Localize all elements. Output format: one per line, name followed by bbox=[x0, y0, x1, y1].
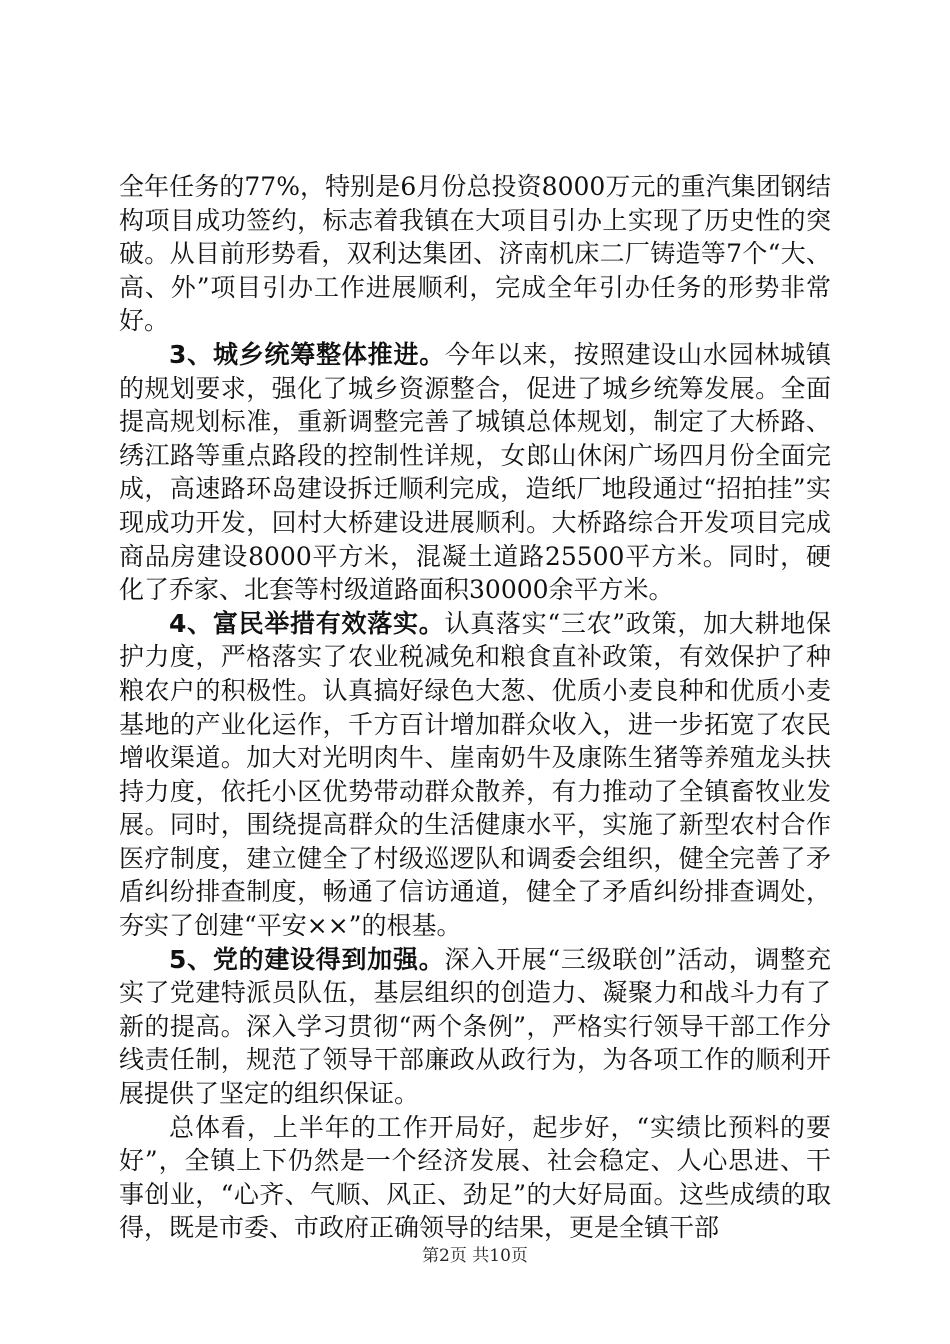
paragraph-text: 总体看，上半年的工作开局好，起步好，“实绩比预料的要好”，全镇上下仍然是一个经济发展、社会稳定、人心思进、干事创业，“心齐、气顺、风正、劲足”的大好局面。这些成绩的取得，既是市委、市政府正确领导的结果，更是全镇干部 bbox=[119, 1112, 831, 1243]
paragraph-enrich-people bbox=[119, 607, 831, 943]
paragraph-text: 深入开展“三级联创”活动，调整充实了党建特派员队伍，基层组织的创造力、凝聚力和战斗力有了新的提高。深入学习贯彻“两个条例”，严格实行领导干部工作分线责任制，规范了领导干部廉政从政行为，为各项工作的顺利开展提供了坚定的组织保证。 bbox=[119, 944, 831, 1109]
paragraph-text: 今年以来，按照建设山水园林城镇的规划要求，强化了城乡资源整合，促进了城乡统筹发展。全面提高规划标准，重新调整完善了城镇总体规划，制定了大桥路、绣江路等重点路段的控制性详规，女郎山休闲广场四月份全面完成，高速路环岛建设拆迁顺利完成，造纸厂地段通过“招拍挂”实现成功开发，回村大桥建设进展顺利。大桥路综合开发项目完成商品房建设8000平方米，混凝土道路25500平方米。同时，硬化了乔家、北套等村级道路面积30000余平方米。 bbox=[119, 339, 831, 605]
paragraph-urban-rural bbox=[119, 338, 831, 607]
paragraph-investment-continued bbox=[119, 170, 831, 338]
paragraph-text: 全年任务的77%，特别是6月份总投资8000万元的重汽集团钢结构项目成功签约，标志着我镇在大项目引办上实现了历史性的突破。从目前形势看，双利达集团、济南机床二厂铸造等7个“大、高、外”项目引办工作进展顺利，完成全年引办任务的形势非常好。 bbox=[119, 172, 831, 336]
paragraph-heading: 3、城乡统筹整体推进。 bbox=[169, 339, 446, 369]
document-body bbox=[119, 170, 831, 1245]
paragraph-heading: 4、富民举措有效落实。 bbox=[169, 608, 445, 638]
page-number-footer: 第2页 共10页 bbox=[422, 1246, 528, 1266]
paragraph-text: 认真落实“三农”政策，加大耕地保护力度，严格落实了农业税减免和粮食直补政策，有效保护了种粮农户的积极性。认真搞好绿色大葱、优质小麦良种和优质小麦基地的产业化运作，千方百计增加群众收入，进一步拓宽了农民增收渠道。加大对光明肉牛、崖南奶牛及康陈生猪等养殖龙头扶持力度，依托小区优势带动群众散养，有力推动了全镇畜牧业发展。同时，围绕提高群众的生活健康水平，实施了新型农村合作医疗制度，建立健全了村级巡逻队和调委会组织，健全完善了矛盾纠纷排查制度，畅通了信访通道，健全了矛盾纠纷排查调处，夯实了创建“平安××”的根基。 bbox=[119, 608, 831, 941]
paragraph-heading: 5、党的建设得到加强。 bbox=[169, 944, 445, 974]
paragraph-summary bbox=[119, 1111, 831, 1245]
paragraph-party-building bbox=[119, 943, 831, 1111]
